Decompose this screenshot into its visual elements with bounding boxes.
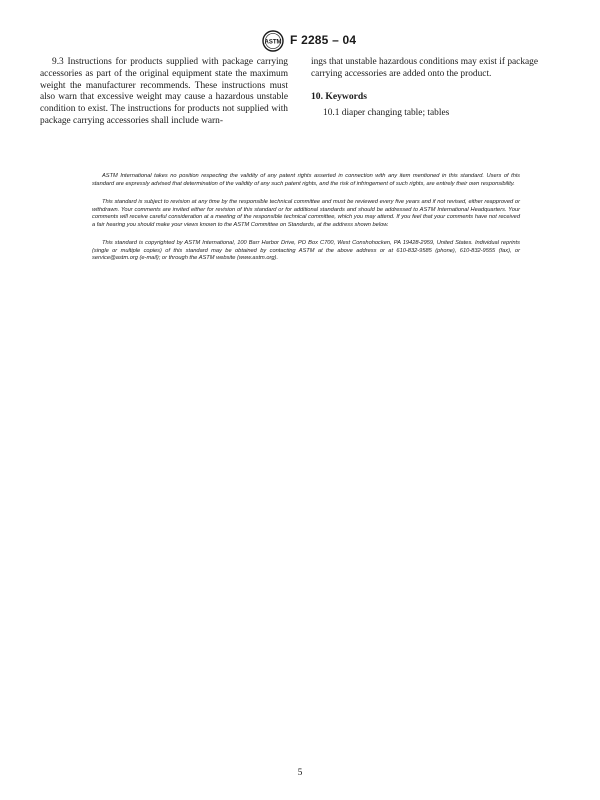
section-9-3-paragraph: 9.3 Instructions for products supplied with package carrying accessories as part of the original equipment state the maximum weight the manufacturer recommends. These instructions must also warn that excessive weight may cause a hazardous unstable condition to exist. The instructions for products not supplied with package carrying accessories shall include warn- xyxy=(40,57,288,126)
page-number: 5 xyxy=(297,768,303,778)
section-10-1-paragraph: 10.1 diaper changing table; tables xyxy=(323,108,450,119)
standard-designation: F 2285 – 04 xyxy=(290,33,357,47)
patent-notice: ASTM International takes no position respecting the validity of any patent rights asserted in connection with any item mentioned in this standard. Users of this standard are expressly advised that determination of the validity of any such patent rights, and the risk of infringement of such rights, are entirely their own responsibility. xyxy=(92,173,520,187)
logo-text: ASTM xyxy=(264,39,282,46)
astm-logo-icon xyxy=(262,30,284,52)
right-column xyxy=(311,57,559,120)
section-9-3-continuation: ings that unstable hazardous conditions may exist if package carrying accessories are added onto the product. xyxy=(311,57,539,79)
copyright-notice: This standard is copyrighted by ASTM International, 100 Barr Harbor Drive, PO Box C700, West Conshohocken, PA 19428-2959, United States. Individual reprints (single or multiple copies) of this standard may be obtained by contacting ASTM at the above address or at 610-832-9585 (phone), 610-832-9555 (fax), or service@astm.org (e-mail); or through the ASTM website (www.astm.org). xyxy=(92,240,520,261)
legal-notices xyxy=(92,173,520,274)
section-10-heading: 10. Keywords xyxy=(311,90,367,102)
revision-notice: This standard is subject to revision at any time by the responsible technical committee and must be reviewed every five years and if not revised, either reapproved or withdrawn. Your comments are invited either for revision of this standard or for additional standards and should be addressed to ASTM International Headquarters. Your comments will receive careful consideration at a meeting of the responsible technical committee, which you may attend. If you feel that your comments have not received a fair hearing you should make your views known to the ASTM Committee on Standards, at the address shown below. xyxy=(92,199,520,228)
left-column xyxy=(40,57,288,128)
page-header xyxy=(0,30,600,52)
